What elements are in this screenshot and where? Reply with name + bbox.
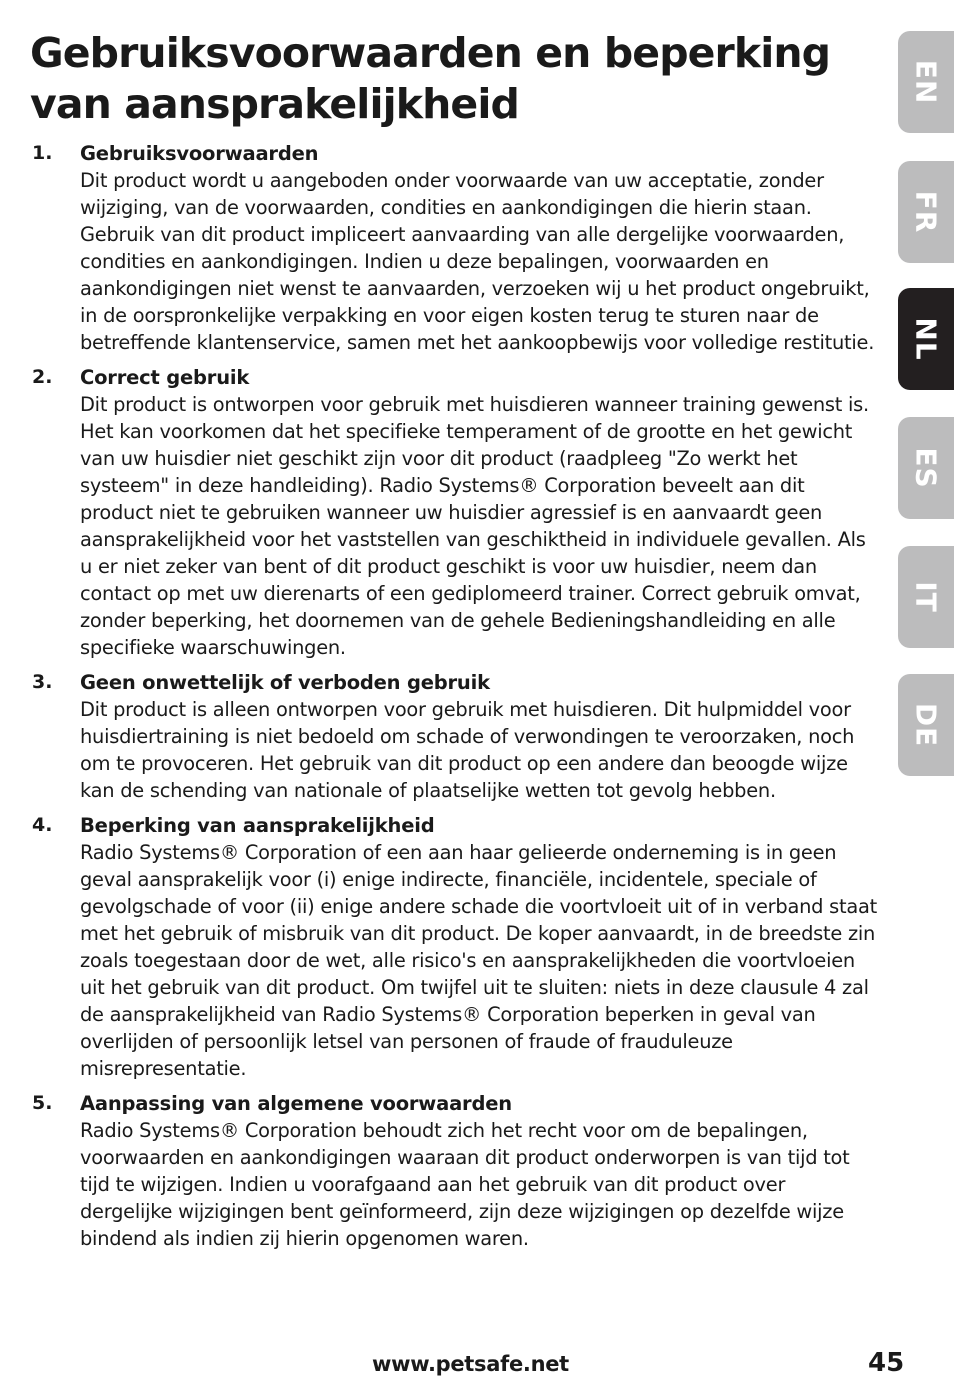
section-number: 1. <box>32 142 53 164</box>
footer-website-link[interactable]: www.petsafe.net <box>372 1352 569 1376</box>
language-tabs <box>898 0 954 800</box>
section-no-unlawful-use <box>32 669 878 804</box>
language-tab-de[interactable] <box>898 674 954 776</box>
section-terms-of-use <box>32 140 878 356</box>
language-tab-nl[interactable] <box>898 288 954 390</box>
section-body: Radio Systems® Corporation of een aan haar gelieerde onderneming is in geen geval aansprakelijk voor (i) enige indirecte, financiële, incidentele, speciale of gevolgschade of voor (ii) enige andere schade die voortvloeit uit of in verband staat met het gebruik of misbruik van dit product. De koper aanvaardt, in de breedste zin zoals toegestaan door de wet, alle risico's en aansprakelijkheden die voortvloeien uit het gebruik van dit product. Om twijfel uit te sluiten: niets in deze clausule 4 zal de aansprakelijkheid van Radio Systems® Corporation beperken in geval van overlijden of persoonlijk letsel van personen of fraude of frauduleuze misrepresentatie. <box>80 841 877 1080</box>
terms-sections <box>32 140 878 1260</box>
section-body: Dit product is ontworpen voor gebruik met huisdieren wanneer training gewenst is. Het kan voorkomen dat het specifieke temperament of de grootte en het gewicht van uw huisdier niet geschikt zijn voor dit product (raadpleeg "Zo werkt het systeem" in deze handleiding). Radio Systems® Corporation beveelt aan dit product niet te gebruiken wanneer uw huisdier agressief is en aanvaardt geen aansprakelijkheid voor het vaststellen van geschiktheid in individuele gevallen. Als u er niet zeker van bent of dit product geschikt is voor uw huisdier, neem dan contact op met uw dierenarts of een gediplomeerd trainer. Correct gebruik omvat, zonder beperking, het doornemen van de gehele Bedieningshandleiding en alle specifieke waarschuwingen. <box>80 393 869 659</box>
section-heading: Correct gebruik <box>80 366 250 389</box>
section-number: 5. <box>32 1092 53 1114</box>
section-heading: Aanpassing van algemene voorwaarden <box>80 1092 512 1115</box>
language-tab-label: EN <box>909 59 943 105</box>
language-tab-label: NL <box>909 317 943 361</box>
language-tab-es[interactable] <box>898 417 954 519</box>
section-body: Dit product wordt u aangeboden onder voorwaarde van uw acceptatie, zonder wijziging, van de voorwaarden, condities en aankondigingen die hierin staan. Gebruik van dit product impliceert aanvaarding van alle dergelijke voorwaarden, condities en aankondigingen. Indien u deze bepalingen, voorwaarden en aankondigingen niet wenst te aanvaarden, verzoeken wij u het product ongebruikt, in de oorspronkelijke verpakking en voor eigen kosten terug te sturen naar de betreffende klantenservice, samen met het aankoopbewijs voor volledige restitutie. <box>80 169 875 354</box>
section-limitation-of-liability <box>32 812 878 1082</box>
section-heading: Beperking van aansprakelijkheid <box>80 814 435 837</box>
page-title: Gebruiksvoorwaarden en beperking van aansprakelijkheid <box>30 29 831 128</box>
section-heading: Geen onwettelijk of verboden gebruik <box>80 671 490 694</box>
section-heading: Gebruiksvoorwaarden <box>80 142 319 165</box>
language-tab-fr[interactable] <box>898 161 954 263</box>
language-tab-label: ES <box>909 447 943 489</box>
language-tab-en[interactable] <box>898 31 954 133</box>
language-tab-label: FR <box>909 190 943 234</box>
section-body: Dit product is alleen ontworpen voor gebruik met huisdieren. Dit hulpmiddel voor huisdiertraining is niet bedoeld om schade of verwondingen te veroorzaken, noch om te provoceren. Het gebruik van dit product op een andere dan beoogde wijze kan de schending van nationale of plaatselijke wetten tot gevolg hebben. <box>80 698 855 802</box>
section-number: 2. <box>32 366 53 388</box>
language-tab-label: IT <box>909 581 943 613</box>
section-correct-use <box>32 364 878 661</box>
language-tab-label: DE <box>909 702 943 748</box>
section-body: Radio Systems® Corporation behoudt zich het recht voor om de bepalingen, voorwaarden en aankondigingen waaraan dit product onderworpen is van tijd tot tijd te wijzigen. Indien u voorafgaand aan het gebruik van dit product over dergelijke wijzigingen bent geïnformeerd, zijn deze wijzigingen op dezelfde wijze bindend als indien zij hierin opgenomen waren. <box>80 1119 850 1250</box>
language-tab-it[interactable] <box>898 546 954 648</box>
section-modification-of-terms <box>32 1090 878 1252</box>
page-number: 45 <box>868 1348 905 1378</box>
section-number: 4. <box>32 814 53 836</box>
section-number: 3. <box>32 671 53 693</box>
